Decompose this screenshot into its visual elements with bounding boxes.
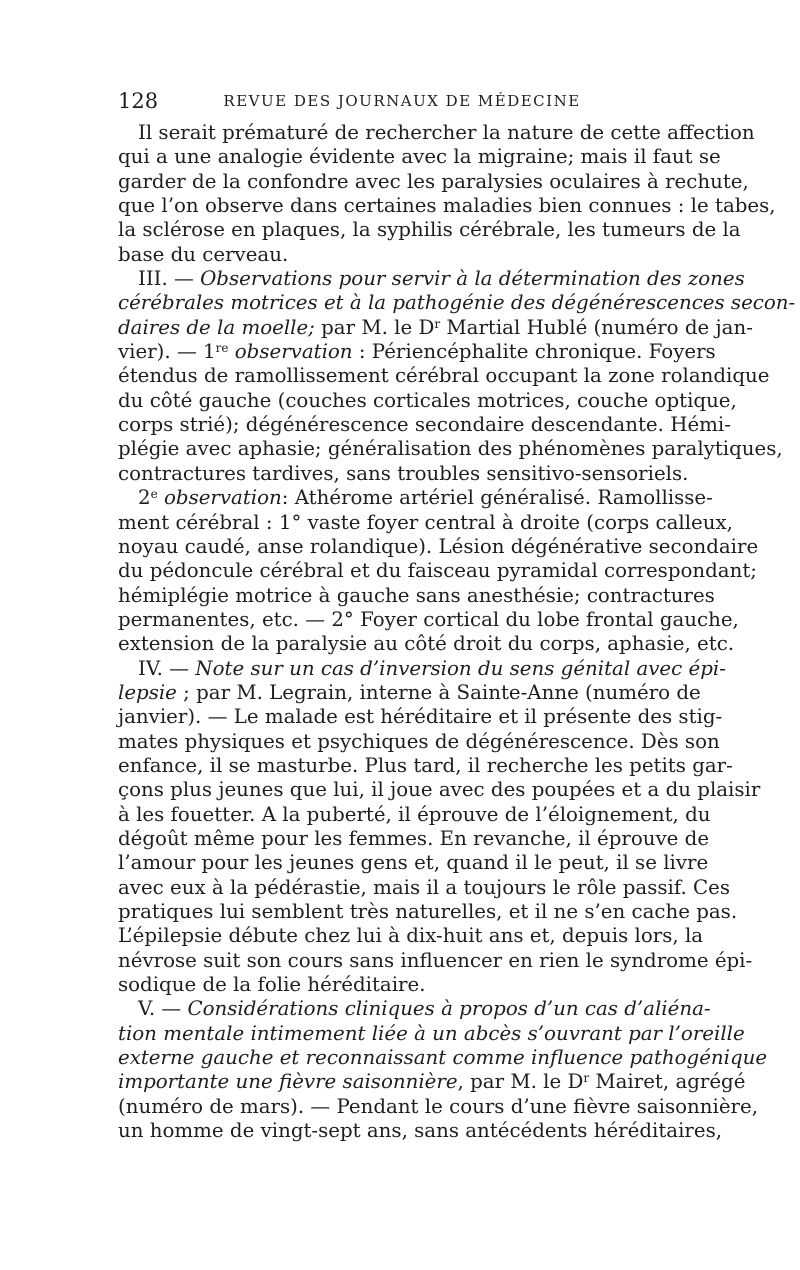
- text-line: çons plus jeunes que lui, il joue avec des poupées et a du plaisir: [118, 778, 761, 802]
- text-line: contractures tardives, sans troubles sensitivo-sensoriels.: [118, 461, 689, 485]
- text-line: corps strié); dégénérescence secondaire descendante. Hémi-: [118, 413, 731, 437]
- text-line: mates physiques et psychiques de dégénérescence. Dès son: [118, 729, 720, 753]
- text-line: vier). — 1re observation : Périencéphalite chronique. Foyers: [118, 340, 716, 364]
- text-line: externe gauche et reconnaissant comme influence pathogénique: [118, 1046, 768, 1070]
- body-text: [118, 121, 796, 1143]
- text-line: permanentes, etc. — 2° Foyer cortical du lobe frontal gauche,: [118, 607, 739, 631]
- text-line: importante une fièvre saisonnière, par M. le $D^r$ Mairet, agrégé: [118, 1070, 746, 1094]
- text-line: du pédoncule cérébral et du faisceau pyramidal correspondant;: [118, 559, 757, 583]
- text-line: tion mentale intimement liée à un abcès s’ouvrant par l’oreille: [118, 1021, 745, 1045]
- text-line: V. — Considérations cliniques à propos d’un cas d’aliéna-: [138, 997, 711, 1021]
- text-line: un homme de vingt-sept ans, sans antécédents héréditaires,: [118, 1119, 723, 1143]
- text-line: ment cérébral : 1° vaste foyer central à droite (corps calleux,: [118, 510, 733, 534]
- text-line: (numéro de mars). — Pendant le cours d’une fièvre saisonnière,: [118, 1094, 758, 1118]
- text-line: étendus de ramollissement cérébral occupant la zone rolandique: [118, 364, 770, 388]
- text-line: IV. — Note sur un cas d’inversion du sens génital avec épi-: [138, 656, 726, 680]
- text-line: l’amour pour les jeunes gens et, quand il le peut, il se livre: [118, 851, 709, 875]
- text-line: 2e observation: Athérome artériel généralisé. Ramollisse-: [138, 486, 713, 510]
- text-line: noyau caudé, anse rolandique). Lésion dégénérative secondaire: [118, 534, 759, 558]
- text-line: du côté gauche (couches corticales motrices, couche optique,: [118, 388, 737, 412]
- text-line: base du cerveau.: [118, 242, 289, 266]
- text-line: cérébrales motrices et à la pathogénie des dégénérescences secon-: [118, 291, 796, 315]
- text-line: plégie avec aphasie; généralisation des phénomènes paralytiques,: [118, 437, 783, 461]
- text-line: la sclérose en plaques, la syphilis cérébrale, les tumeurs de la: [118, 218, 741, 242]
- text-line: pratiques lui semblent très naturelles, et il ne s’en cache pas.: [118, 900, 738, 923]
- text-line: sodique de la folie héréditaire.: [118, 973, 426, 997]
- text-line: extension de la paralysie au côté droit du corps, aphasie, etc.: [118, 632, 735, 656]
- text-line: névrose suit son cours sans influencer en rien le syndrome épi-: [118, 948, 753, 972]
- text-line: hémiplégie motrice à gauche sans anesthésie; contractures: [118, 583, 715, 607]
- page-header: [118, 86, 682, 116]
- text-line: enfance, il se masturbe. Plus tard, il recherche les petits gar-: [118, 753, 733, 777]
- text-line: dégoût même pour les femmes. En revanche, il éprouve de: [118, 826, 710, 850]
- text-line: à les fouetter. A la puberté, il éprouve de l’éloignement, du: [118, 802, 711, 826]
- text-line: daires de la moelle; par M. le $D^r$ Martial Hublé (numéro de jan-: [118, 315, 753, 339]
- text-line: lepsie ; par M. Legrain, interne à Sainte-Anne (numéro de: [118, 680, 701, 704]
- page-number: 128: [118, 89, 159, 113]
- text-line: Il serait prématuré de rechercher la nature de cette affection: [138, 121, 755, 144]
- text-line: garder de la confondre avec les paralysies oculaires à rechute,: [118, 169, 749, 193]
- text-line: qui a une analogie évidente avec la migraine; mais il faut se: [118, 145, 721, 169]
- text-line: que l’on observe dans certaines maladies bien connues : le tabes,: [118, 194, 776, 218]
- text-line: avec eux à la pédérastie, mais il a toujours le rôle passif. Ces: [118, 875, 731, 899]
- text-line: III. — Observations pour servir à la détermination des zones: [138, 267, 745, 291]
- text-line: janvier). — Le malade est héréditaire et il présente des stig-: [118, 705, 723, 729]
- running-title: REVUE DES JOURNAUX DE MÉDECINE: [223, 92, 581, 110]
- text-line: L’épilepsie débute chez lui à dix-huit ans et, depuis lors, la: [118, 924, 704, 948]
